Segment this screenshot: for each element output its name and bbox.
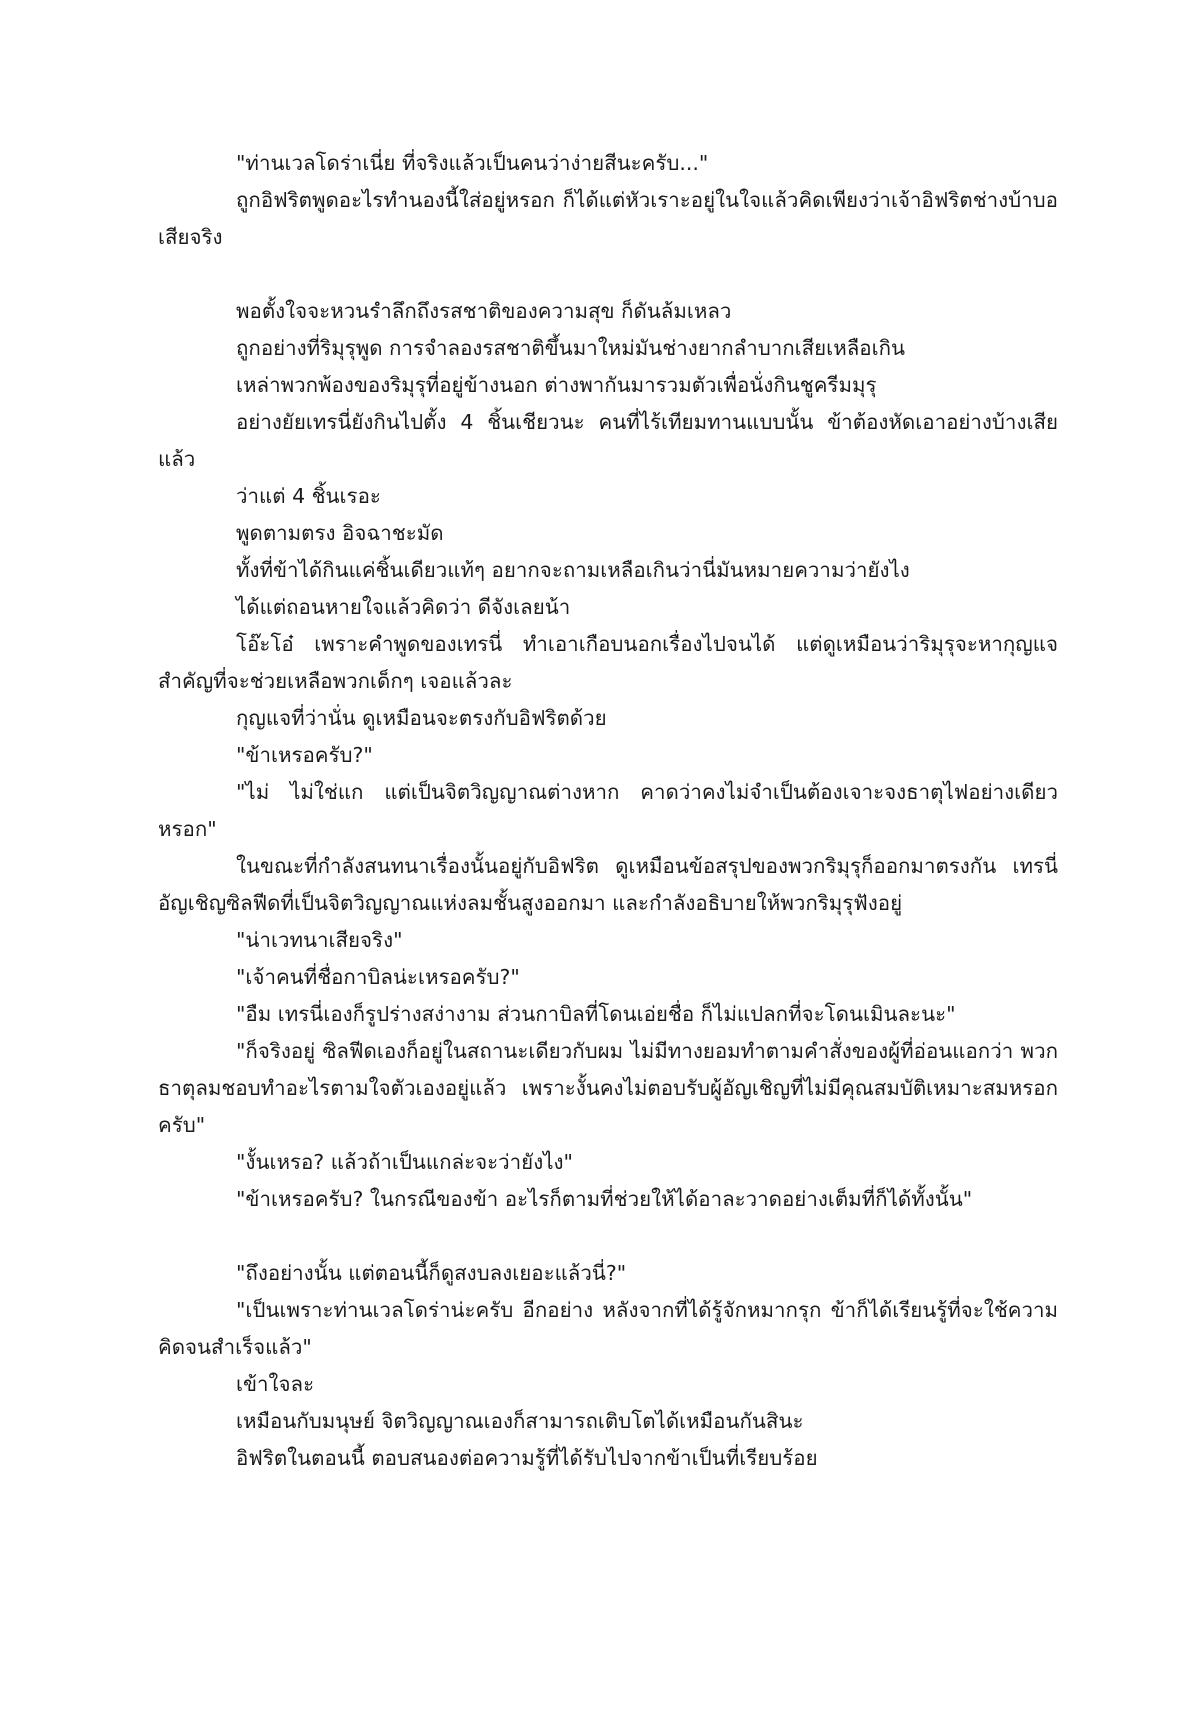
paragraph: "ถึงอย่างนั้น แต่ตอนนี้ก็ดูสงบลงเยอะแล้วนี่?" <box>236 1261 627 1285</box>
paragraph: เข้าใจละ <box>236 1372 315 1396</box>
paragraph: โอ๊ะโอ๋ เพราะคำพูดของเทรนี่ ทำเอาเกือบนอกเรื่องไปจนได้ แต่ดูเหมือนว่าริมุรุจะหากุญแจสำคัญที่จะช่วยเหลือพวกเด็กๆ เจอแล้วละ <box>158 632 1058 693</box>
paragraph: "งั้นเหรอ? แล้วถ้าเป็นแกล่ะจะว่ายังไง" <box>236 1150 573 1174</box>
paragraph: ได้แต่ถอนหายใจแล้วคิดว่า ดีจังเลยน้า <box>236 595 571 619</box>
paragraph-gap <box>158 256 1058 293</box>
paragraph: "เจ้าคนที่ชื่อกาบิลน่ะเหรอครับ?" <box>236 965 520 989</box>
document-body <box>158 145 1058 1477</box>
paragraph: พอตั้งใจจะหวนรำลึกถึงรสชาติของความสุข ก็ดันล้มเหลว <box>236 299 732 323</box>
paragraph: "ก็จริงอยู่ ซิลฟีดเองก็อยู่ในสถานะเดียวกับผม ไม่มีทางยอมทำตามคำสั่งของผู้ที่อ่อนแอกว่า พวกธาตุลมชอบทำอะไรตามใจตัวเองอยู่แล้ว เพราะงั้นคงไม่ตอบรับผู้อัญเชิญที่ไม่มีคุณสมบัติเหมาะสมหรอกครับ" <box>158 1039 1058 1137</box>
paragraph: พูดตามตรง อิจฉาชะมัด <box>236 521 444 545</box>
paragraph: "ข้าเหรอครับ? ในกรณีของข้า อะไรก็ตามที่ช่วยให้ได้อาละวาดอย่างเต็มที่ก็ได้ทั้งนั้น" <box>236 1187 973 1211</box>
paragraph: ว่าแต่ 4 ชิ้นเรอะ <box>236 484 381 508</box>
paragraph: "เป็นเพราะท่านเวลโดร่าน่ะครับ อีกอย่าง หลังจากที่ได้รู้จักหมากรุก ข้าก็ได้เรียนรู้ที่จะใช้ความคิดจนสำเร็จแล้ว" <box>158 1298 1058 1359</box>
paragraph: กุญแจที่ว่านั่น ดูเหมือนจะตรงกับอิฟริตด้วย <box>236 706 607 730</box>
paragraph: "น่าเวทนาเสียจริง" <box>236 928 403 952</box>
paragraph: ในขณะที่กำลังสนทนาเรื่องนั้นอยู่กับอิฟริต ดูเหมือนข้อสรุปของพวกริมุรุก็ออกมาตรงกัน เทรนี่อัญเชิญซิลฟีดที่เป็นจิตวิญญาณแห่งลมชั้นสูงออกมา และกำลังอธิบายให้พวกริมุรุฟังอยู่ <box>158 854 1058 915</box>
paragraph: "ท่านเวลโดร่าเนี่ย ที่จริงแล้วเป็นคนว่าง่ายสีนะครับ..." <box>236 151 709 175</box>
paragraph: ถูกอย่างที่ริมุรุพูด การจำลองรสชาติขึ้นมาใหม่มันช่างยากลำบากเสียเหลือเกิน <box>236 336 906 360</box>
paragraph: เหมือนกับมนุษย์ จิตวิญญาณเองก็สามารถเติบโตได้เหมือนกันสินะ <box>236 1409 804 1433</box>
paragraph: เหล่าพวกพ้องของริมุรุที่อยู่ข้างนอก ต่างพากันมารวมตัวเพื่อนั่งกินชูครีมมุรุ <box>236 373 877 397</box>
paragraph: ทั้งที่ข้าได้กินแค่ชิ้นเดียวแท้ๆ อยากจะถามเหลือเกินว่านี่มันหมายความว่ายังไง <box>236 558 910 582</box>
paragraph: อย่างยัยเทรนี่ยังกินไปตั้ง 4 ชิ้นเชียวนะ คนที่ไร้เทียมทานแบบนั้น ข้าต้องหัดเอาอย่างบ้างเสียแล้ว <box>158 410 1058 471</box>
paragraph: ถูกอิฟริตพูดอะไรทำนองนี้ใส่อยู่หรอก ก็ได้แต่หัวเราะอยู่ในใจแล้วคิดเพียงว่าเจ้าอิฟริตช่างบ้าบอเสียจริง <box>158 188 1058 249</box>
paragraph: "ไม่ ไม่ใช่แก แต่เป็นจิตวิญญาณต่างหาก คาดว่าคงไม่จำเป็นต้องเจาะจงธาตุไฟอย่างเดียวหรอก" <box>158 780 1058 841</box>
paragraph-gap <box>158 1218 1058 1255</box>
paragraph: "ข้าเหรอครับ?" <box>236 743 373 767</box>
paragraph: อิฟริตในตอนนี้ ตอบสนองต่อความรู้ที่ได้รับไปจากข้าเป็นที่เรียบร้อย <box>236 1446 818 1470</box>
paragraph: "อืม เทรนี่เองก็รูปร่างสง่างาม ส่วนกาบิลที่โดนเอ่ยชื่อ ก็ไม่แปลกที่จะโดนเมินละนะ" <box>236 1002 956 1026</box>
